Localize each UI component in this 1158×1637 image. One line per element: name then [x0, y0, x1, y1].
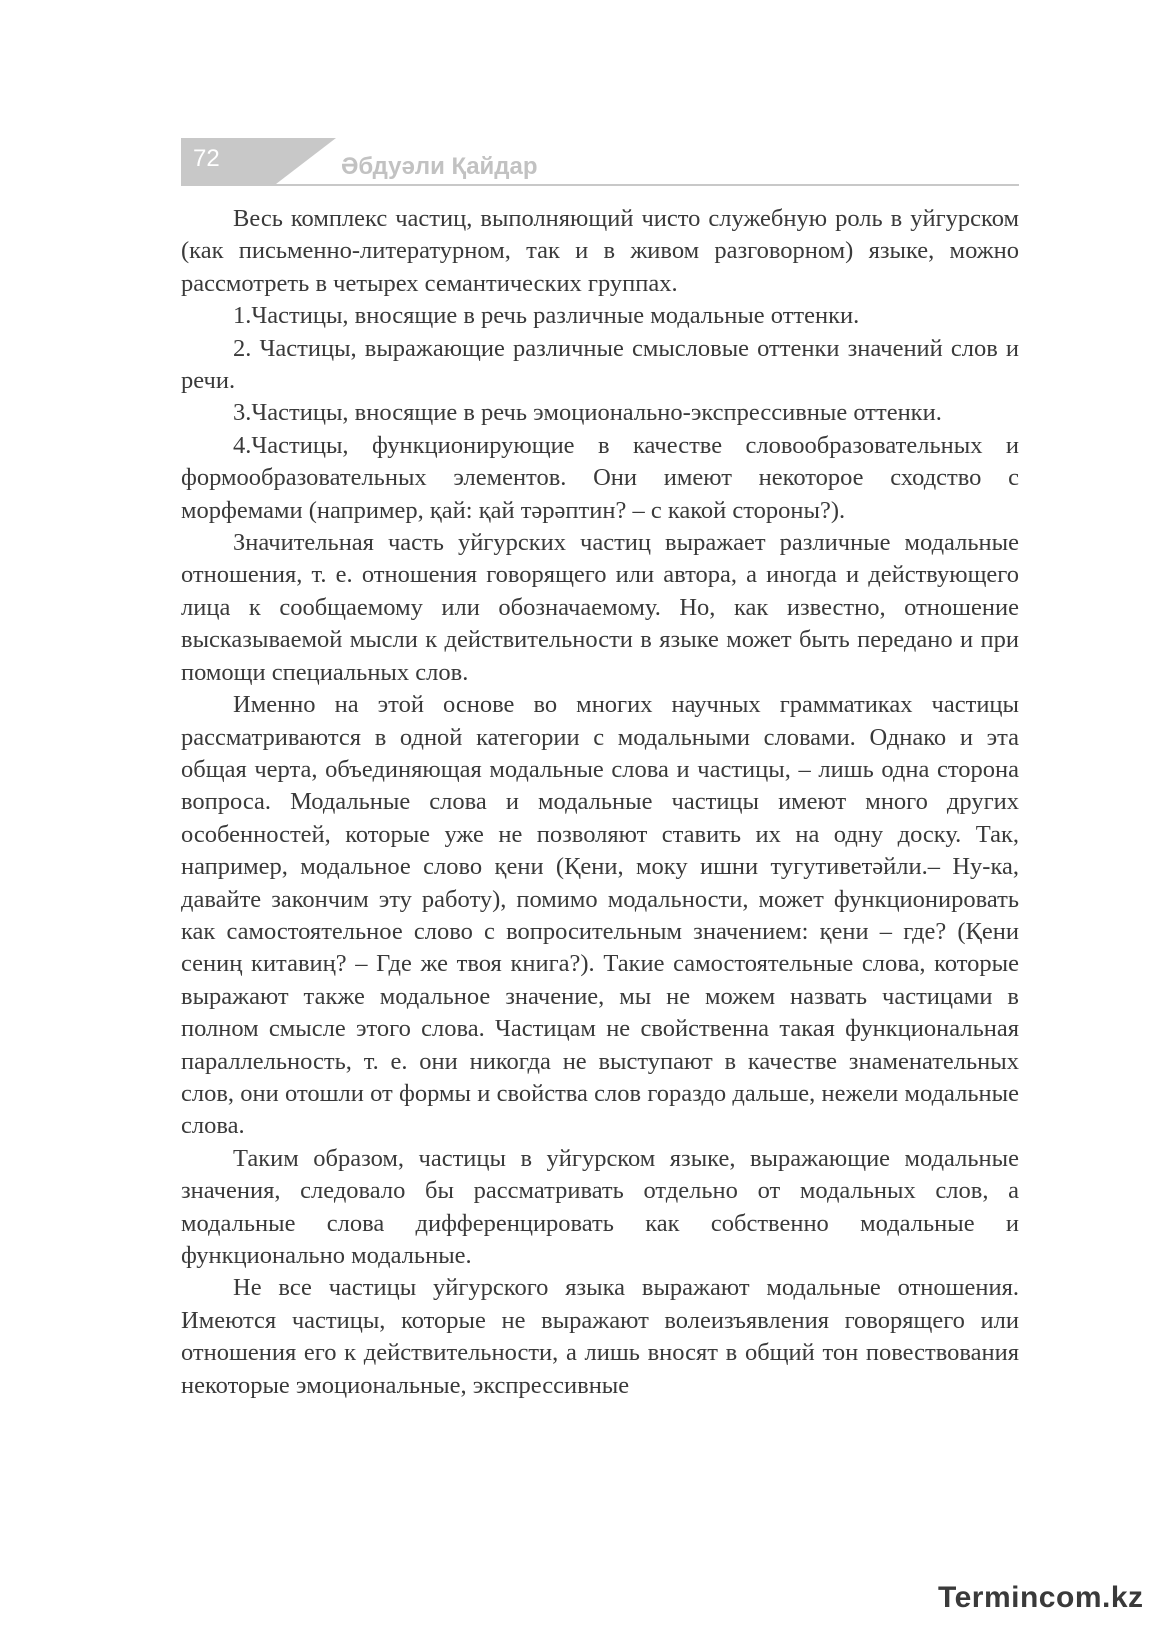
paragraph: Значительная часть уйгурских частиц выражает различные модальные отношения, т. е. отношения говорящего или автора, а иногда и действующего лица к сообщаемому или обозначаемому. Но, как известно, отношение высказываемой мысли к действительности в языке может быть передано и при помощи специальных слов. — [181, 529, 1019, 686]
paragraph: Не все частицы уйгурского языка выражают модальные отношения. Имеются частицы, которые не выражают волеизъявления говорящего или отношения его к действительности, а лишь вносят в общий тон повествования некоторые эмоциональные, экспрессивные — [181, 1274, 1019, 1399]
paragraph: 2. Частицы, выражающие различные смысловые оттенки значений слов и речи. — [181, 334, 1019, 395]
paragraph: Именно на этой основе во многих научных грамматиках частицы рассматриваются в одной категории с модальными словами. Однако и эта общая черта, объединяющая модальные слова и частицы, – лишь одна сторона вопроса. Модальные слова и модальные частицы имеют много других особенностей, которые уже не позволяют ставить их на одну доску. Так, например, модальное слово қени (Қени, моку ишни тугутиветәйли.– Ну-ка, давайте закончим эту работу), помимо модальности, может функционировать как самостоятельное слово с вопросительным значением: қени – где? (Қени сениң китавиң? – Где же твоя книга?). Такие самостоятельные слова, которые выражают также модальное значение, мы не можем назвать частицами в полном смысле этого слова. Частицам не свойственна такая функциональная параллельность, т. е. они никогда не выступают в качестве знаменательных слов, они отошли от формы и свойства слов гораздо дальше, нежели модальные слова. — [181, 691, 1019, 1140]
header-rule — [181, 184, 1019, 186]
watermark-logo — [938, 1578, 1144, 1618]
page-header — [181, 138, 1019, 188]
paragraph: 4.Частицы, функционирующие в качестве словообразовательных и формообразовательных элементов. Они имеют некоторое сходство с морфемами (например, қай: қай тәрәптин? – с какой стороны?). — [181, 431, 1019, 524]
body-text — [181, 203, 1019, 1402]
paragraph: Весь комплекс частиц, выполняющий чисто служебную роль в уйгурском (как письменно-литературном, так и в живом разговорном) языке, можно рассмотреть в четырех семантических группах. — [181, 205, 1019, 297]
watermark-text-part1: Termincо — [938, 1581, 1075, 1614]
watermark-text-part2: m.kz — [1074, 1581, 1144, 1614]
paragraph: 1.Частицы, вносящие в речь различные модальные оттенки. — [233, 302, 860, 330]
page-number: 72 — [193, 145, 220, 172]
paragraph: 3.Частицы, вносящие в речь эмоционально-экспрессивные оттенки. — [233, 399, 942, 427]
paragraph: Таким образом, частицы в уйгурском языке, выражающие модальные значения, следовало бы рассматривать отдельно от модальных слов, а модальные слова дифференцировать как собственно модальные и функционально модальные. — [181, 1144, 1019, 1269]
header-tab-slope — [276, 138, 336, 184]
running-title: Әбдуәли Қайдар — [341, 153, 538, 180]
